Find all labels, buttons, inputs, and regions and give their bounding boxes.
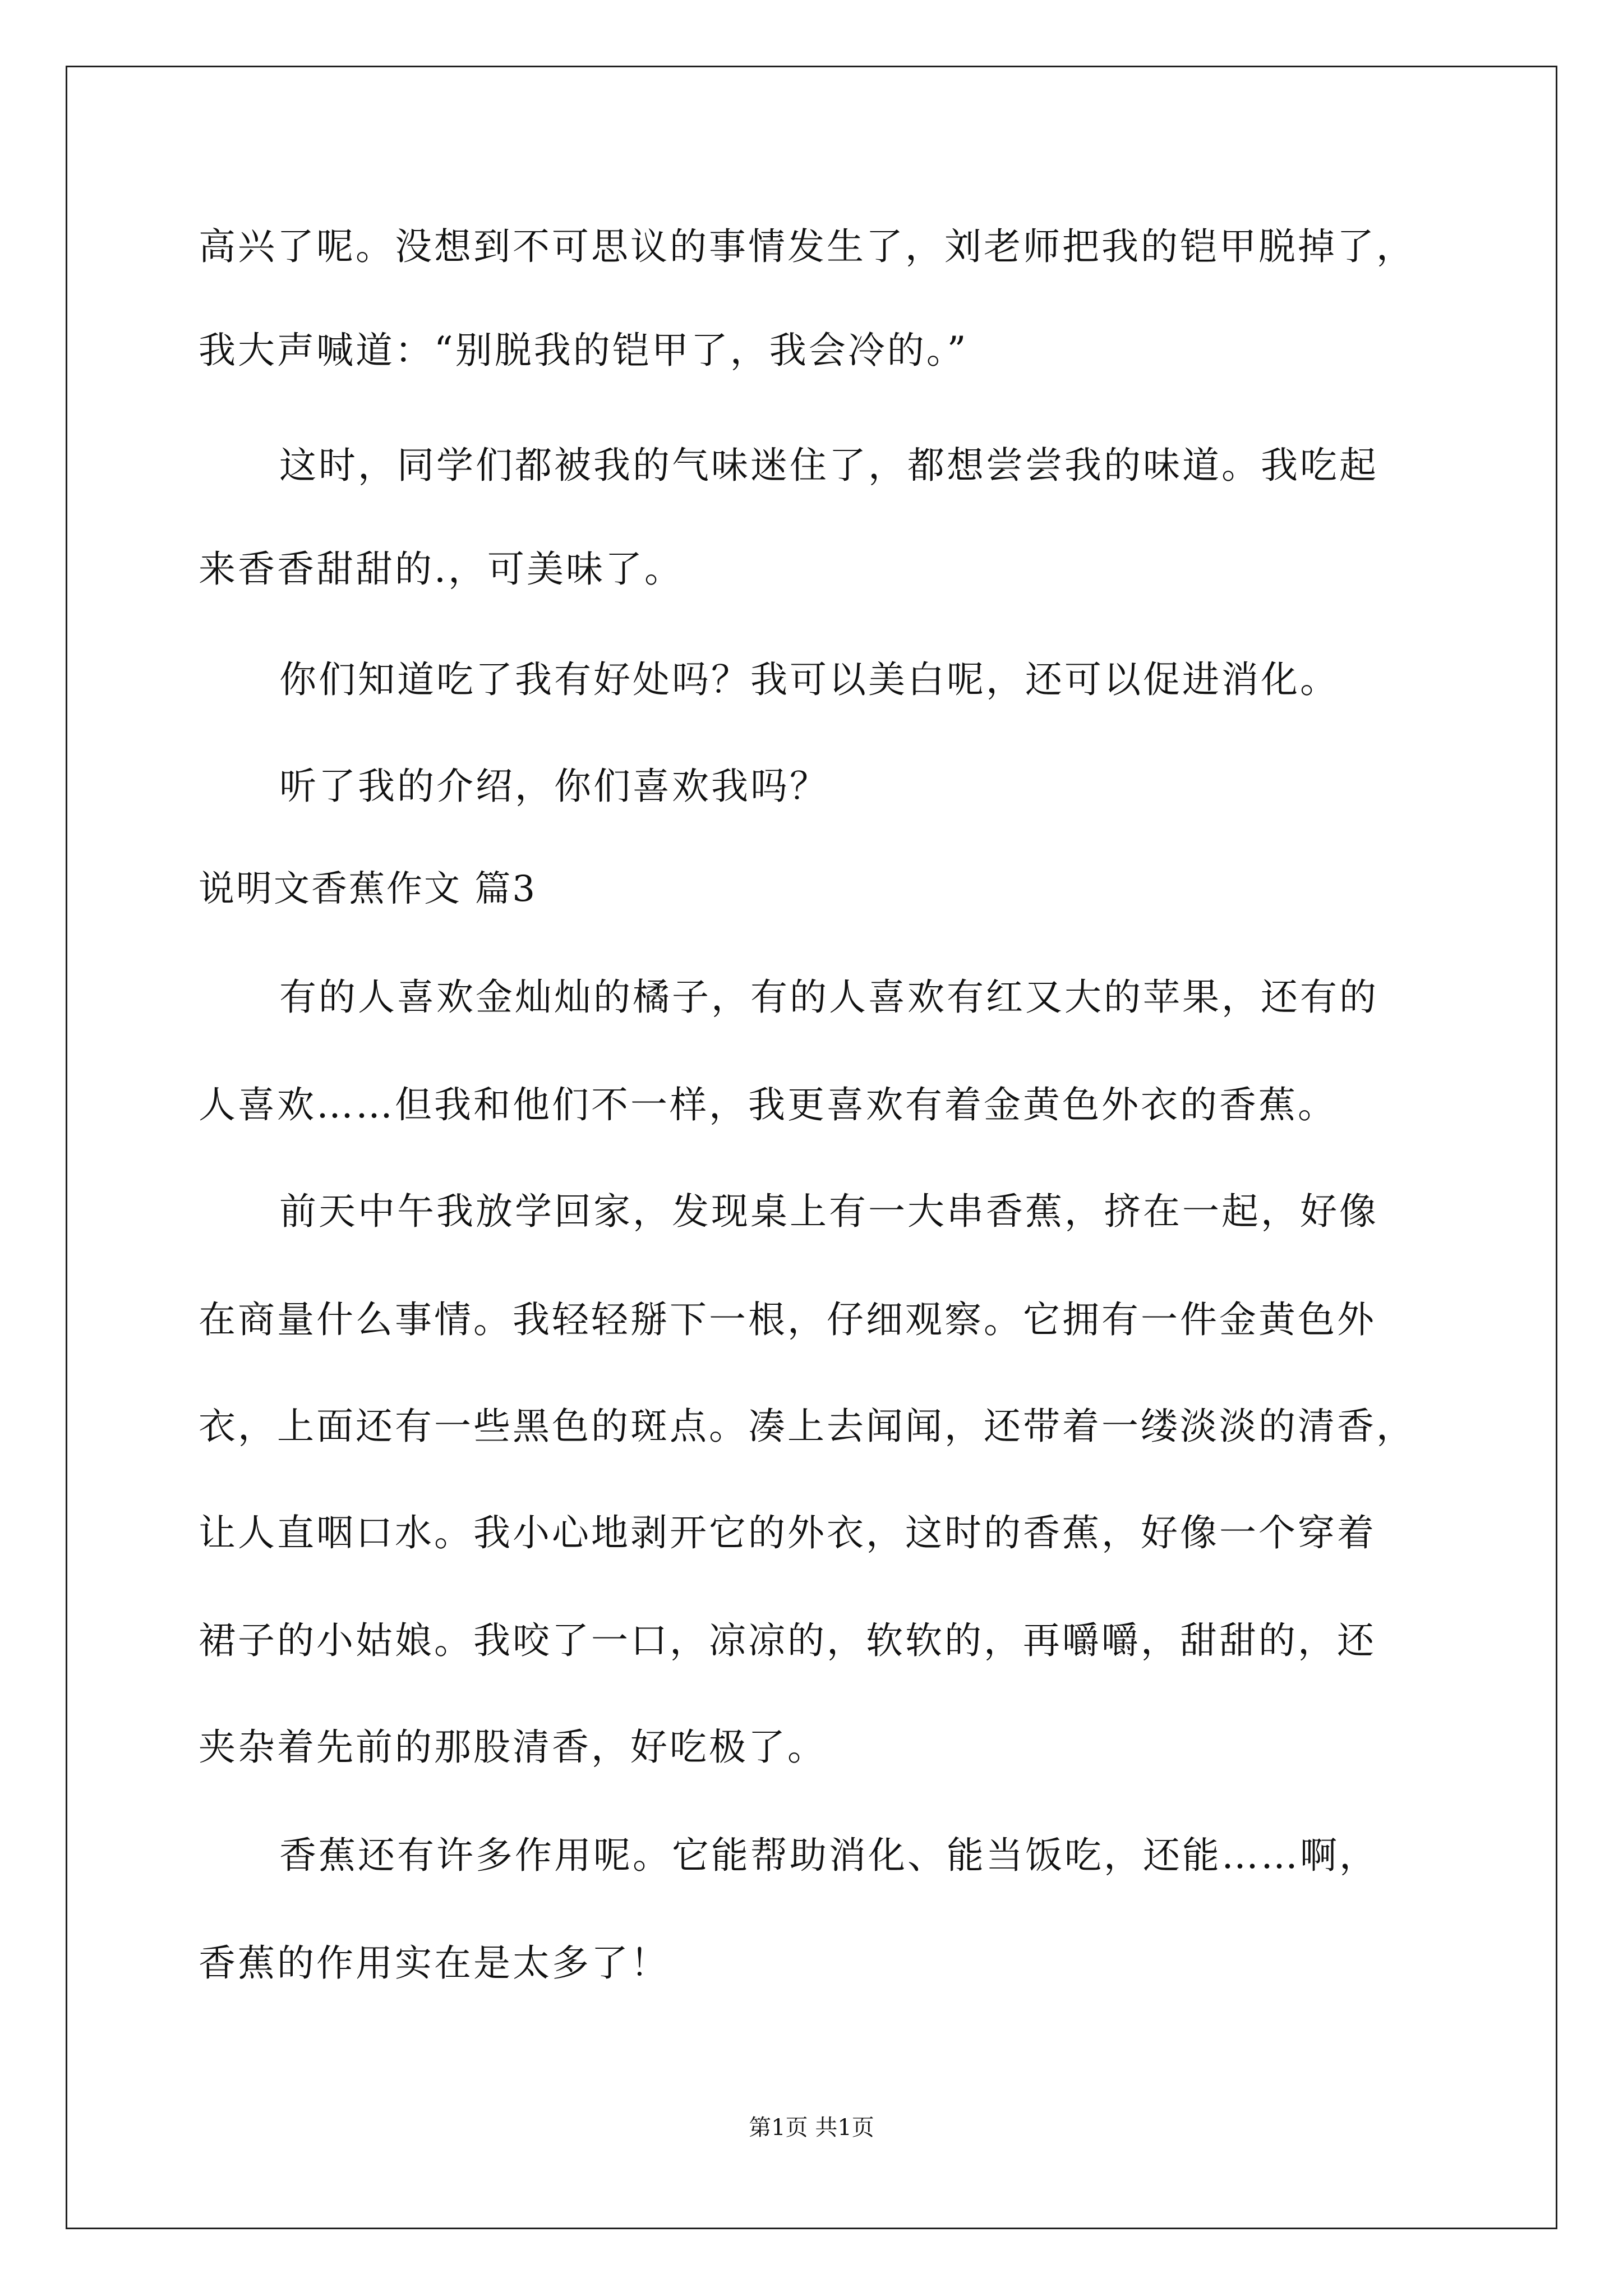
text-line: 来香香甜甜的.，可美味了。 [199, 547, 684, 591]
section-heading: 说明文香蕉作文 篇3 [199, 868, 537, 910]
text-line: 听了我的介绍，你们喜欢我吗？ [279, 765, 829, 808]
page-border [66, 66, 1557, 2229]
text-line: 在商量什么事情。我轻轻掰下一根，仔细观察。它拥有一件金黄色外 [199, 1298, 1376, 1341]
text-line: 让人直咽口水。我小心地剥开它的外衣，这时的香蕉，好像一个穿着 [199, 1511, 1376, 1554]
text-line: 香蕉的作用实在是太多了！ [199, 1941, 670, 1985]
text-line: 裙子的小姑娘。我咬了一口，凉凉的，软软的，再嚼嚼，甜甜的，还 [199, 1619, 1376, 1662]
text-line: 这时，同学们都被我的气味迷住了，都想尝尝我的味道。我吃起 [279, 444, 1378, 487]
text-line: 你们知道吃了我有好处吗？我可以美白呢，还可以促进消化。 [279, 658, 1339, 701]
text-line: 前天中午我放学回家，发现桌上有一大串香蕉，挤在一起，好像 [279, 1190, 1378, 1233]
text-line: 有的人喜欢金灿灿的橘子，有的人喜欢有红又大的苹果，还有的 [279, 976, 1378, 1019]
text-line: 人喜欢……但我和他们不一样，我更喜欢有着金黄色外衣的香蕉。 [199, 1083, 1337, 1126]
text-line: 香蕉还有许多作用呢。它能帮助消化、能当饭吃，还能……啊， [279, 1834, 1378, 1877]
text-line: 我大声喊道：“别脱我的铠甲了，我会冷的。” [199, 329, 969, 372]
text-line: 高兴了呢。没想到不可思议的事情发生了，刘老师把我的铠甲脱掉了， [199, 225, 1415, 268]
text-line: 衣，上面还有一些黑色的斑点。凑上去闻闻，还带着一缕淡淡的清香， [199, 1405, 1415, 1448]
page-footer: 第1页 共1页 [749, 2115, 874, 2141]
text-line: 夹杂着先前的那股清香，好吃极了。 [199, 1726, 827, 1769]
